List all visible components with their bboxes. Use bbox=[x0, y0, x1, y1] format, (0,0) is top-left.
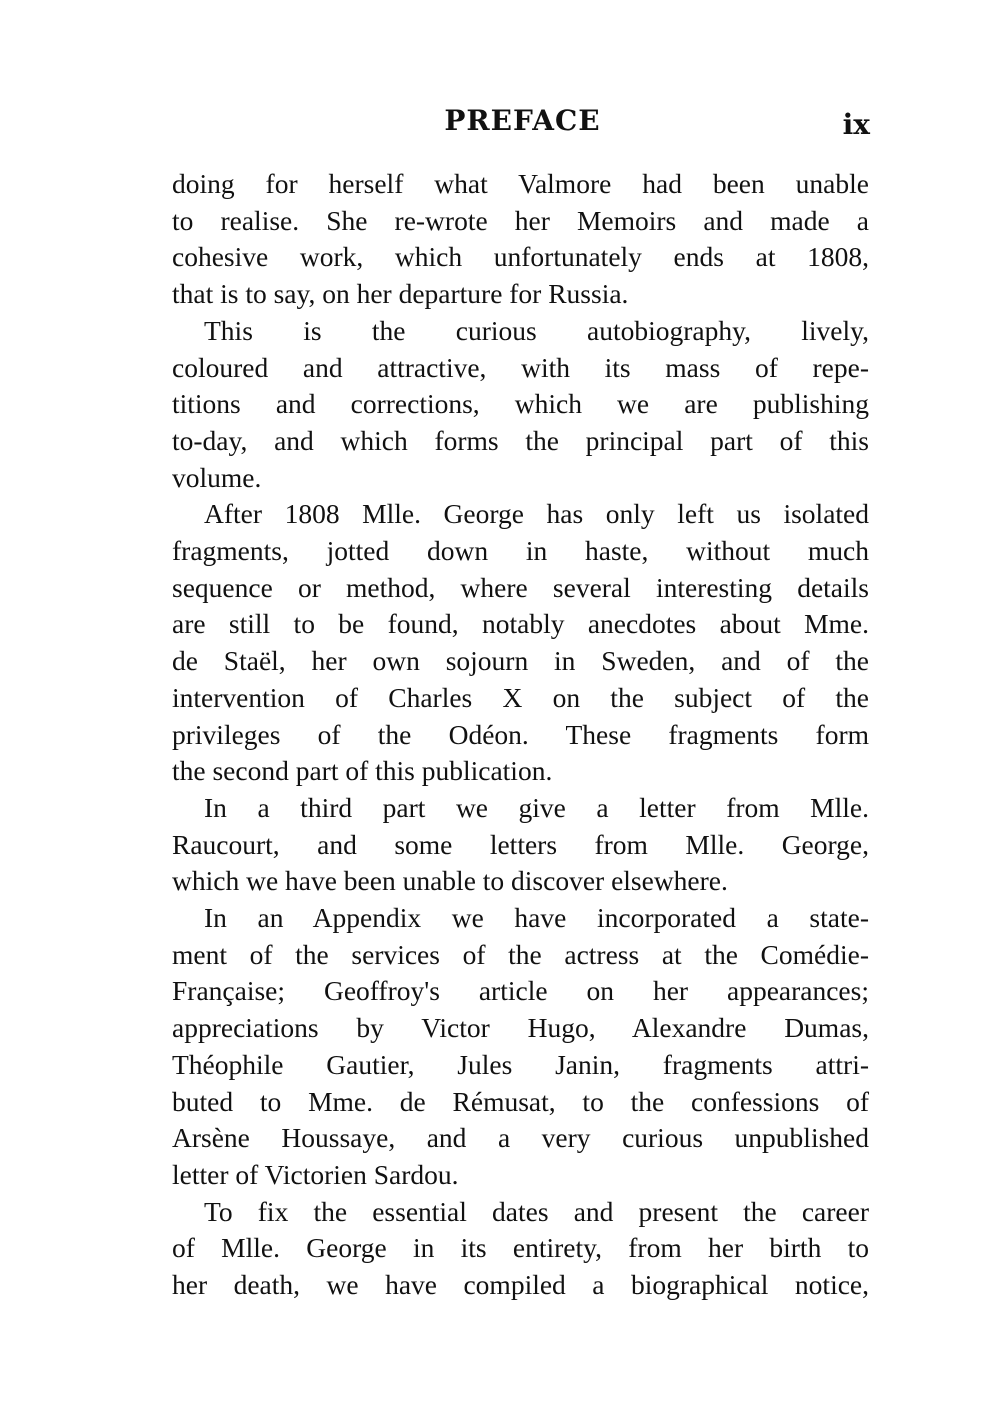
paragraph bbox=[172, 790, 869, 900]
text-line: her death, we have compiled a biographical notice, bbox=[172, 1269, 869, 1301]
text-line: intervention of Charles X on the subject of the bbox=[172, 681, 869, 713]
text-line: are still to be found, notably anecdotes about Mme. bbox=[172, 608, 869, 640]
text-line: coloured and attractive, with its mass of repe- bbox=[172, 351, 869, 383]
text-line: of Mlle. George in its entirety, from her birth to bbox=[172, 1232, 869, 1264]
text-line: After 1808 Mlle. George has only left us isolated bbox=[204, 498, 869, 530]
text-line: buted to Mme. de Rémusat, to the confessions of bbox=[172, 1085, 869, 1117]
text-line: that is to say, on her departure for Russia. bbox=[172, 278, 629, 310]
text-line: Raucourt, and some letters from Mlle. George, bbox=[172, 828, 869, 860]
text-line: In an Appendix we have incorporated a state- bbox=[204, 902, 869, 934]
paragraph bbox=[172, 313, 869, 497]
text-line: ment of the services of the actress at the Comédie- bbox=[172, 938, 869, 970]
text-line: Arsène Houssaye, and a very curious unpublished bbox=[172, 1122, 869, 1154]
text-line: privileges of the Odéon. These fragments form bbox=[172, 718, 869, 750]
text-line: letter of Victorien Sardou. bbox=[172, 1158, 459, 1190]
text-line: cohesive work, which unfortunately ends at 1808, bbox=[172, 241, 869, 273]
text-line: de Staël, her own sojourn in Sweden, and of the bbox=[172, 645, 869, 677]
text-line: sequence or method, where several interesting details bbox=[172, 571, 869, 603]
text-line: titions and corrections, which we are publishing bbox=[172, 388, 869, 420]
text-line: appreciations by Victor Hugo, Alexandre Dumas, bbox=[172, 1012, 869, 1044]
paragraph bbox=[172, 900, 869, 1194]
running-title: PREFACE bbox=[444, 104, 601, 137]
body-text bbox=[172, 166, 869, 1304]
text-line: Française; Geoffroy's article on her appearances; bbox=[172, 975, 869, 1007]
text-line: to realise. She re-wrote her Memoirs and made a bbox=[172, 204, 869, 236]
paragraph bbox=[172, 1194, 869, 1304]
text-line: In a third part we give a letter from Mlle. bbox=[204, 791, 869, 823]
text-line: This is the curious autobiography, lively, bbox=[204, 314, 869, 346]
text-line: which we have been unable to discover elsewhere. bbox=[172, 865, 728, 897]
text-line: fragments, jotted down in haste, without much bbox=[172, 535, 869, 567]
text-line: doing for herself what Valmore had been unable bbox=[172, 168, 869, 199]
paragraph bbox=[172, 166, 869, 313]
text-line: volume. bbox=[172, 461, 262, 493]
text-line: To fix the essential dates and present the career bbox=[204, 1195, 869, 1227]
text-line: the second part of this publication. bbox=[172, 755, 553, 787]
paragraph bbox=[172, 496, 869, 790]
text-line: to-day, and which forms the principal part of this bbox=[172, 424, 869, 456]
page-header bbox=[175, 104, 870, 144]
page-number: ix bbox=[842, 108, 870, 141]
text-line: Théophile Gautier, Jules Janin, fragments attri- bbox=[172, 1048, 869, 1080]
